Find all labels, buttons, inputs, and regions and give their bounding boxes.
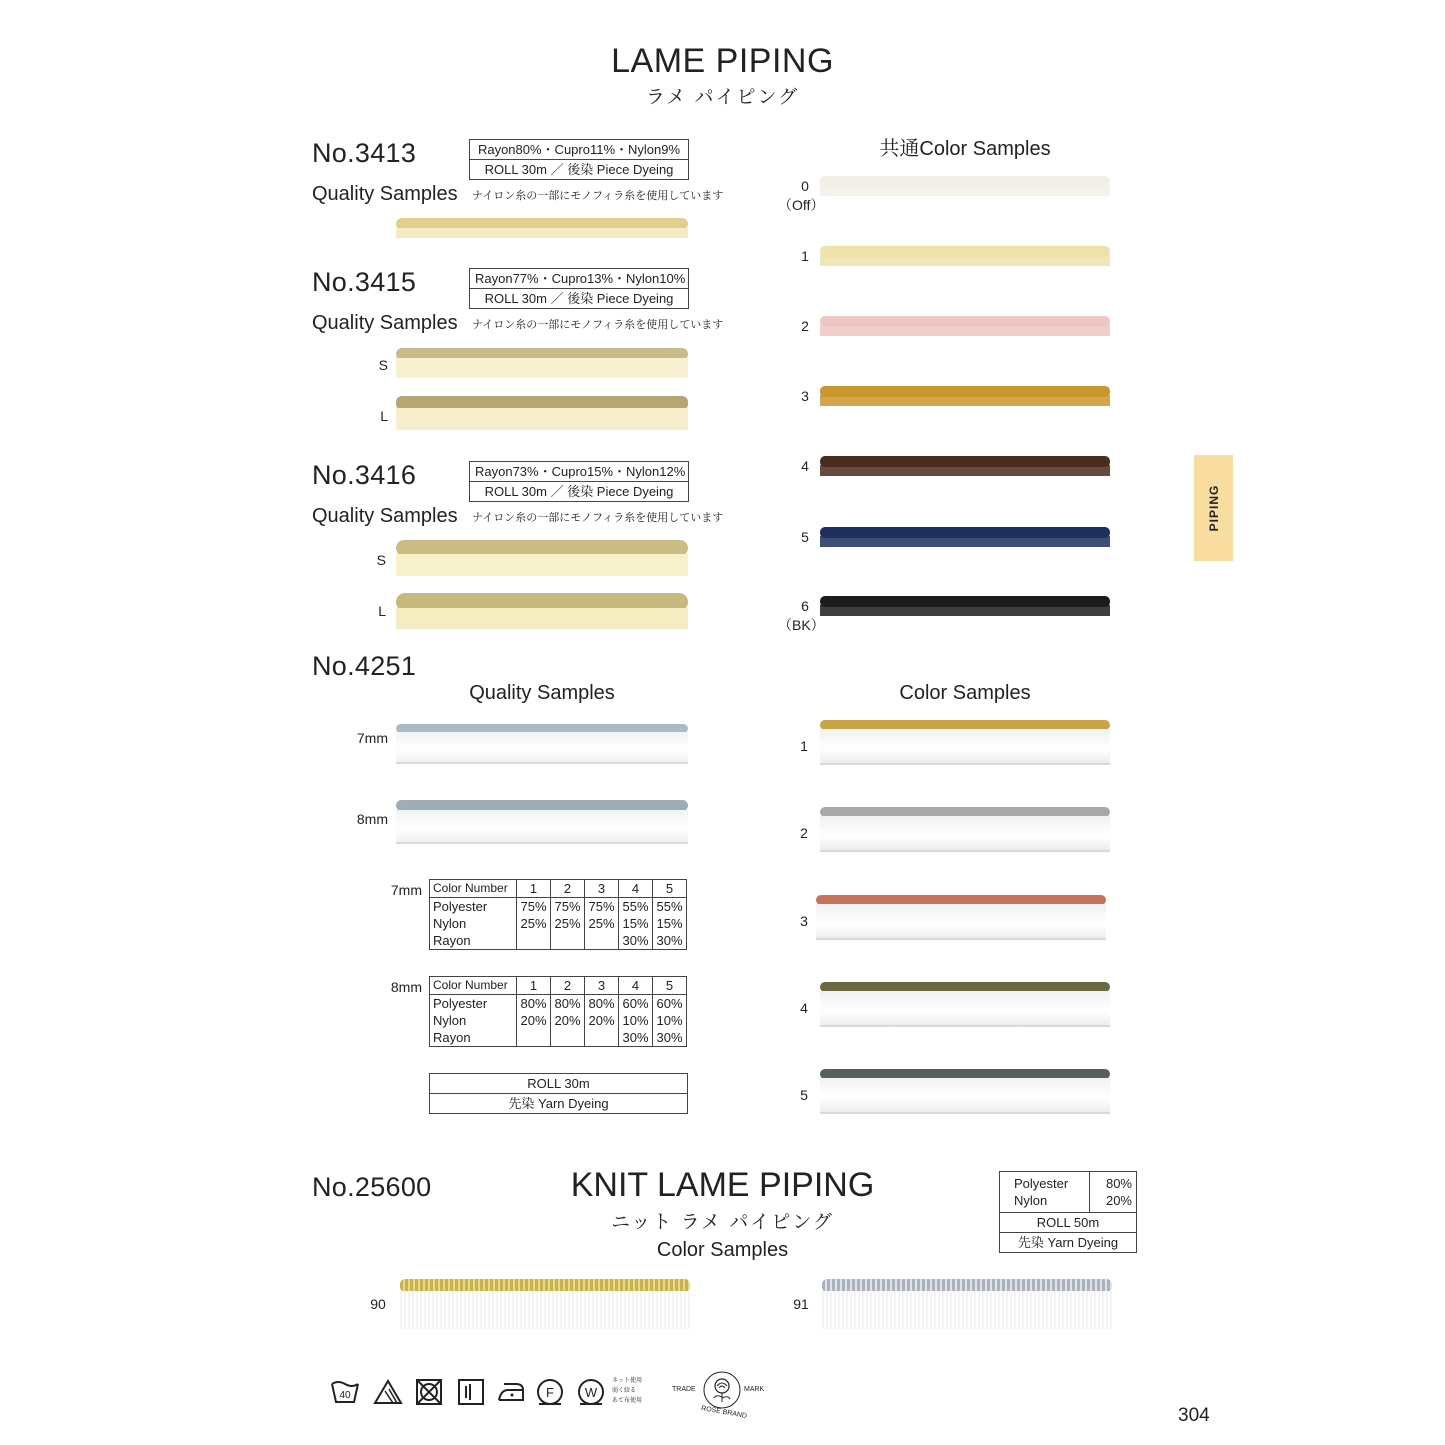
table-cell-column bbox=[585, 898, 619, 950]
color-4251-code: 3 bbox=[800, 913, 808, 929]
table-cell bbox=[588, 1029, 615, 1046]
knit-code-90: 90 bbox=[370, 1296, 386, 1312]
table-cell: 60% bbox=[656, 996, 683, 1011]
table-cell: 15% bbox=[622, 916, 649, 931]
common-color-note: （BK） bbox=[778, 617, 825, 633]
table-cell-column bbox=[551, 995, 585, 1047]
roll-3415: ROLL 30m ／ 後染 Piece Dyeing bbox=[470, 288, 688, 308]
common-colors-title: 共通Color Samples bbox=[879, 138, 1051, 160]
table-cell: 30% bbox=[622, 933, 649, 948]
table-cell: 80% bbox=[554, 996, 581, 1011]
table-cell: 10% bbox=[656, 1013, 683, 1028]
table-cell: 75% bbox=[588, 899, 615, 914]
composition-3415: Rayon77%・Cupro13%・Nylon10% bbox=[475, 271, 686, 286]
care-note-3: あて布使用 bbox=[612, 1398, 643, 1404]
table-col-header: 4 bbox=[619, 880, 653, 898]
table-size-7mm: 7mm bbox=[390, 882, 422, 898]
roll-box-4251 bbox=[429, 1073, 688, 1114]
color-4251-code: 5 bbox=[800, 1087, 808, 1103]
table-cell: 30% bbox=[656, 933, 683, 948]
trademark-trade: TRADE bbox=[672, 1386, 696, 1393]
table-cell: 20% bbox=[588, 1013, 615, 1028]
quality-label-3415: Quality Samples bbox=[312, 312, 458, 334]
table-cell bbox=[554, 1029, 581, 1046]
table-cell-column bbox=[585, 995, 619, 1047]
rose-brand-trademark bbox=[672, 1370, 772, 1422]
common-color-code: 1 bbox=[801, 248, 809, 264]
sample-3415-s bbox=[396, 348, 688, 378]
table-cell-column bbox=[653, 995, 687, 1047]
spec-box-3415 bbox=[469, 268, 689, 309]
table-cell: 55% bbox=[622, 899, 649, 914]
iron-icon bbox=[496, 1378, 526, 1406]
knit-material-polyester: Polyester bbox=[1014, 1176, 1069, 1191]
table-cell: 15% bbox=[656, 916, 683, 931]
color-4251-code: 2 bbox=[800, 825, 808, 841]
table-cell: 25% bbox=[520, 916, 547, 931]
common-color-swatch bbox=[820, 456, 1110, 476]
wash-temp: 40 bbox=[339, 1390, 351, 1401]
table-cell bbox=[554, 932, 581, 949]
knit-material-nylon: Nylon bbox=[1014, 1193, 1048, 1208]
sample-3415-l bbox=[396, 396, 688, 430]
quality-label-3416: Quality Samples bbox=[312, 505, 458, 527]
no-tumble-dry-icon bbox=[414, 1378, 444, 1406]
table-cell bbox=[520, 932, 547, 949]
table-cell: 30% bbox=[622, 1030, 649, 1045]
composition-table bbox=[429, 976, 687, 1047]
table-materials bbox=[430, 898, 517, 950]
dry-clean-f-icon bbox=[535, 1378, 565, 1406]
table-cell-column bbox=[517, 898, 551, 950]
roll-3416: ROLL 30m ／ 後染 Piece Dyeing bbox=[470, 481, 688, 501]
table-col-header: 5 bbox=[653, 880, 687, 898]
size-label-3415-s: S bbox=[378, 357, 388, 373]
table-cell: 10% bbox=[622, 1013, 649, 1028]
table-col-header: 2 bbox=[551, 880, 585, 898]
table-cell: 25% bbox=[554, 916, 581, 931]
common-color-code: 5 bbox=[801, 529, 809, 545]
common-color-code: 3 bbox=[801, 388, 809, 404]
knit-roll: ROLL 50m bbox=[1000, 1213, 1136, 1233]
care-note-2: 弱く絞る bbox=[612, 1388, 637, 1394]
composition-3416: Rayon73%・Cupro15%・Nylon12% bbox=[475, 464, 686, 479]
knit-code-91: 91 bbox=[793, 1296, 809, 1312]
wash-40-icon bbox=[330, 1378, 360, 1406]
dry-line-icon bbox=[456, 1378, 486, 1406]
common-color-code: 0 bbox=[801, 178, 809, 194]
table-cell: 30% bbox=[656, 1030, 683, 1045]
sample-4251-8mm bbox=[396, 800, 688, 844]
composition-table bbox=[429, 879, 687, 950]
table-cell-column bbox=[619, 995, 653, 1047]
color-4251-code: 4 bbox=[800, 1000, 808, 1016]
common-color-swatch bbox=[820, 176, 1110, 196]
side-tab[interactable] bbox=[1194, 455, 1233, 561]
composition-3413: Rayon80%・Cupro11%・Nylon9% bbox=[477, 142, 681, 157]
note-3416: ナイロン糸の一部にモノフィラ糸を使用しています bbox=[472, 512, 724, 524]
common-color-note: （Off） bbox=[778, 197, 825, 213]
knit-subtitle: ニット ラメ パイピング bbox=[611, 1212, 834, 1233]
color-4251-swatch bbox=[820, 807, 1110, 853]
wet-clean-w-icon bbox=[576, 1378, 606, 1406]
care-note-1: ネット使用 bbox=[612, 1378, 643, 1384]
table-col-header: 1 bbox=[517, 977, 551, 995]
material-name: Rayon bbox=[433, 1030, 471, 1045]
page-number: 304 bbox=[1178, 1405, 1210, 1426]
table-cell: 20% bbox=[554, 1013, 581, 1028]
roll-3413: ROLL 30m ／ 後染 Piece Dyeing bbox=[470, 159, 688, 179]
material-name: Nylon bbox=[433, 916, 467, 931]
table-col-header: 5 bbox=[653, 977, 687, 995]
material-name: Rayon bbox=[433, 933, 471, 948]
page-title: LAME PIPING bbox=[611, 42, 834, 80]
table-cell: 25% bbox=[588, 916, 615, 931]
table-cell: 80% bbox=[520, 996, 547, 1011]
bleach-icon bbox=[373, 1378, 403, 1406]
product-number-4251: No.4251 bbox=[312, 651, 417, 681]
table-materials bbox=[430, 995, 517, 1047]
svg-text:F: F bbox=[546, 1385, 554, 1400]
composition-table-8mm bbox=[429, 976, 687, 1047]
page-subtitle: ラメ パイピング bbox=[645, 87, 800, 108]
common-color-code: 2 bbox=[801, 318, 809, 334]
table-cell-column bbox=[517, 995, 551, 1047]
knit-dyeing: 先染 Yarn Dyeing bbox=[1017, 1235, 1119, 1250]
table-cell bbox=[520, 1029, 547, 1046]
common-color-swatch bbox=[820, 527, 1110, 547]
product-number-3416: No.3416 bbox=[312, 460, 417, 490]
table-cell: 75% bbox=[520, 899, 547, 914]
dyeing-4251: 先染 Yarn Dyeing bbox=[430, 1093, 687, 1113]
side-tab-label: PIPING bbox=[1206, 484, 1221, 532]
size-label-3416-l: L bbox=[378, 603, 386, 619]
table-cell-column bbox=[551, 898, 585, 950]
note-3415: ナイロン糸の一部にモノフィラ糸を使用しています bbox=[472, 319, 724, 331]
trademark-rose-brand: ROSE BRAND bbox=[700, 1405, 748, 1420]
roll-4251: ROLL 30m bbox=[527, 1076, 590, 1091]
color-label-4251: Color Samples bbox=[899, 682, 1031, 704]
knit-spec-box bbox=[999, 1171, 1137, 1253]
table-col-header: 3 bbox=[585, 880, 619, 898]
trademark-mark: MARK bbox=[744, 1386, 765, 1393]
material-name: Polyester bbox=[433, 899, 488, 914]
quality-label-4251: Quality Samples bbox=[469, 682, 615, 704]
table-cell: 60% bbox=[622, 996, 649, 1011]
size-label-4251-7mm: 7mm bbox=[356, 730, 388, 746]
table-cell-column bbox=[619, 898, 653, 950]
svg-text:W: W bbox=[584, 1385, 598, 1400]
common-color-swatch bbox=[820, 246, 1110, 266]
common-color-code: 4 bbox=[801, 458, 809, 474]
knit-color-label: Color Samples bbox=[656, 1239, 789, 1261]
table-col-header: 2 bbox=[551, 977, 585, 995]
product-number-3415: No.3415 bbox=[312, 267, 417, 297]
sample-3416-l bbox=[396, 593, 688, 629]
table-col-header: 4 bbox=[619, 977, 653, 995]
table-header-label: Color Number bbox=[430, 977, 517, 995]
table-cell: 20% bbox=[520, 1013, 547, 1028]
color-4251-swatch bbox=[820, 1069, 1110, 1115]
common-color-swatch bbox=[820, 316, 1110, 336]
table-header-label: Color Number bbox=[430, 880, 517, 898]
common-color-swatch bbox=[820, 386, 1110, 406]
color-4251-code: 1 bbox=[800, 738, 808, 754]
color-4251-swatch bbox=[820, 982, 1110, 1028]
table-cell: 55% bbox=[656, 899, 683, 914]
common-color-swatch bbox=[820, 596, 1110, 616]
rose-logo-icon bbox=[702, 1370, 742, 1410]
material-name: Polyester bbox=[433, 996, 488, 1011]
note-3413: ナイロン糸の一部にモノフィラ糸を使用しています bbox=[472, 190, 724, 202]
sample-4251-7mm bbox=[396, 724, 688, 764]
quality-label-3413: Quality Samples bbox=[312, 183, 458, 205]
size-label-3415-l: L bbox=[380, 408, 388, 424]
color-4251-swatch bbox=[816, 895, 1106, 941]
material-name: Nylon bbox=[433, 1013, 467, 1028]
table-cell: 80% bbox=[588, 996, 615, 1011]
table-col-header: 3 bbox=[585, 977, 619, 995]
knit-sample-90 bbox=[400, 1279, 690, 1329]
knit-pct-polyester: 80% bbox=[1105, 1176, 1132, 1191]
care-net-note bbox=[612, 1376, 642, 1406]
color-4251-swatch bbox=[820, 720, 1110, 766]
composition-table-7mm bbox=[429, 879, 687, 950]
table-size-8mm: 8mm bbox=[390, 979, 422, 995]
common-color-code: 6 bbox=[801, 598, 809, 614]
sample-3416-s bbox=[396, 540, 688, 576]
spec-box-3413 bbox=[469, 139, 689, 180]
size-label-4251-8mm: 8mm bbox=[356, 811, 388, 827]
table-cell bbox=[588, 932, 615, 949]
sample-3413 bbox=[396, 218, 688, 238]
spec-box-3416 bbox=[469, 461, 689, 502]
table-cell-column bbox=[653, 898, 687, 950]
knit-title: KNIT LAME PIPING bbox=[570, 1166, 875, 1204]
knit-pct-nylon: 20% bbox=[1105, 1193, 1132, 1208]
table-cell: 75% bbox=[554, 899, 581, 914]
product-number-25600: No.25600 bbox=[312, 1172, 432, 1202]
table-col-header: 1 bbox=[517, 880, 551, 898]
size-label-3416-s: S bbox=[376, 552, 386, 568]
product-number-3413: No.3413 bbox=[312, 138, 417, 168]
knit-sample-91 bbox=[822, 1279, 1112, 1329]
